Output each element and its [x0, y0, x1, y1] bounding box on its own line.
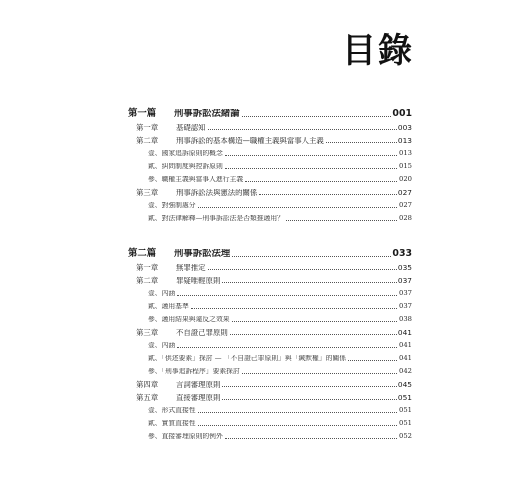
dot-leader [230, 334, 397, 335]
toc-chapter-row[interactable] [128, 131, 412, 144]
toc-section-row[interactable] [128, 297, 412, 310]
dot-leader [177, 347, 397, 348]
toc-part-row[interactable] [128, 244, 412, 258]
page-number: 038 [399, 315, 412, 324]
page-number: 013 [399, 149, 412, 158]
toc-part-row[interactable] [128, 104, 412, 118]
dot-leader [198, 412, 397, 413]
chapter-number: 第四章 [136, 379, 159, 389]
chapter-number: 第二章 [136, 275, 159, 285]
section-title: 壹、對強制處分 [148, 202, 196, 209]
page-number: 037 [399, 289, 412, 298]
page-number: 042 [399, 367, 412, 376]
toc-chapter-row[interactable] [128, 183, 412, 196]
page-number: 041 [397, 327, 412, 337]
toc-section-row[interactable] [128, 349, 412, 362]
chapter-number: 第三章 [136, 187, 159, 197]
dot-leader [286, 220, 397, 221]
page-number: 037 [397, 275, 412, 285]
page-number: 035 [397, 262, 412, 272]
dot-leader [225, 168, 397, 169]
section-title: 貳、對法律解釋—刑事訴訟法是否類推適用？ [148, 215, 284, 222]
page-number: 020 [399, 175, 412, 184]
toc-chapter-row[interactable] [128, 323, 412, 336]
dot-leader [198, 207, 397, 208]
toc-section-row[interactable] [128, 144, 412, 157]
page-number: 015 [399, 162, 412, 171]
page-number: 041 [399, 341, 412, 350]
chapter-title: 不自證己罪原則 [176, 328, 228, 336]
toc-chapter-row[interactable] [128, 118, 412, 131]
chapter-title: 罪疑唯輕原則 [176, 276, 221, 284]
chapter-title: 無罪推定 [176, 263, 206, 271]
dot-leader [208, 129, 397, 130]
toc-section-row[interactable] [128, 284, 412, 297]
dot-leader [259, 194, 397, 195]
part-title: 刑事訴訟法緒論 [174, 108, 240, 118]
page-number: 051 [399, 419, 412, 428]
page-number: 051 [399, 406, 412, 415]
chapter-title: 刑事訴訟法與憲法的關係 [176, 188, 258, 196]
toc-section-row[interactable] [128, 427, 412, 440]
page-number: 001 [392, 107, 412, 119]
section-title: 貳、「供述要素」探討 — 「不自證己罪原則」與「緘默權」的關係 [148, 355, 347, 362]
toc-section-row[interactable] [128, 414, 412, 427]
section-title: 參、適用結果與違反之效果 [148, 316, 230, 323]
toc-chapter-row[interactable] [128, 258, 412, 271]
table-of-contents [128, 104, 412, 440]
section-title: 壹、形式直接性 [148, 407, 196, 414]
chapter-title: 言詞審理原則 [176, 380, 221, 388]
section-title: 參、「刑事追訴程序」要素探討 [148, 368, 240, 375]
page-number: 045 [397, 379, 412, 389]
chapter-title: 刑事訴訟的基本構造—職權主義與當事人主義 [176, 136, 324, 144]
section-title: 貳、實質直接性 [148, 420, 196, 427]
toc-section-row[interactable] [128, 209, 412, 222]
toc-section-row[interactable] [128, 196, 412, 209]
chapter-number: 第五章 [136, 392, 159, 402]
dot-leader [348, 360, 397, 361]
section-title: 貳、適用基準 [148, 303, 189, 310]
page-number: 052 [399, 432, 412, 441]
dot-leader [232, 256, 391, 257]
toc-section-row[interactable] [128, 170, 412, 183]
dot-leader [245, 181, 397, 182]
part-gap [128, 222, 412, 244]
dot-leader [225, 155, 397, 156]
part-number: 第一篇 [128, 107, 157, 119]
section-title: 壹、國家追訴原則的概念 [148, 150, 223, 157]
toc-section-row[interactable] [128, 401, 412, 414]
chapter-number: 第一章 [136, 122, 159, 132]
toc-chapter-row[interactable] [128, 388, 412, 401]
dot-leader [208, 269, 397, 270]
part-title: 刑事訴訟法理 [174, 248, 231, 258]
part-number: 第二篇 [128, 247, 157, 259]
toc-section-row[interactable] [128, 310, 412, 323]
toc-section-row[interactable] [128, 336, 412, 349]
page-title: 目錄 [342, 31, 414, 71]
section-title: 壹、內涵 [148, 342, 176, 349]
toc-section-row[interactable] [128, 362, 412, 375]
section-title: 貳、糾問制度與控訴原則 [148, 163, 223, 170]
page-number: 037 [399, 302, 412, 311]
section-title: 壹、內涵 [148, 290, 176, 297]
page-number: 013 [397, 135, 412, 145]
dot-leader [191, 308, 397, 309]
chapter-title: 基礎認知 [176, 123, 206, 131]
dot-leader [222, 399, 397, 400]
dot-leader [326, 142, 397, 143]
section-title: 參、職權主義與當事人進行主義 [148, 176, 244, 183]
chapter-title: 直接審理原則 [176, 393, 221, 401]
page-number: 028 [399, 214, 412, 223]
page-number: 041 [399, 354, 412, 363]
toc-chapter-row[interactable] [128, 271, 412, 284]
chapter-number: 第一章 [136, 262, 159, 272]
dot-leader [242, 116, 392, 117]
page-number: 003 [397, 122, 412, 132]
page-number: 027 [399, 201, 412, 210]
dot-leader [198, 425, 397, 426]
toc-section-row[interactable] [128, 157, 412, 170]
page-number: 027 [397, 187, 412, 197]
page-number: 051 [397, 392, 412, 402]
toc-chapter-row[interactable] [128, 375, 412, 388]
dot-leader [222, 282, 397, 283]
dot-leader [232, 321, 397, 322]
dot-leader [242, 373, 397, 374]
dot-leader [225, 438, 397, 439]
dot-leader [222, 386, 397, 387]
chapter-number: 第三章 [136, 327, 159, 337]
page-number: 033 [392, 247, 412, 259]
chapter-number: 第二章 [136, 135, 159, 145]
section-title: 參、直接審理原則的例外 [148, 433, 223, 440]
dot-leader [177, 295, 397, 296]
